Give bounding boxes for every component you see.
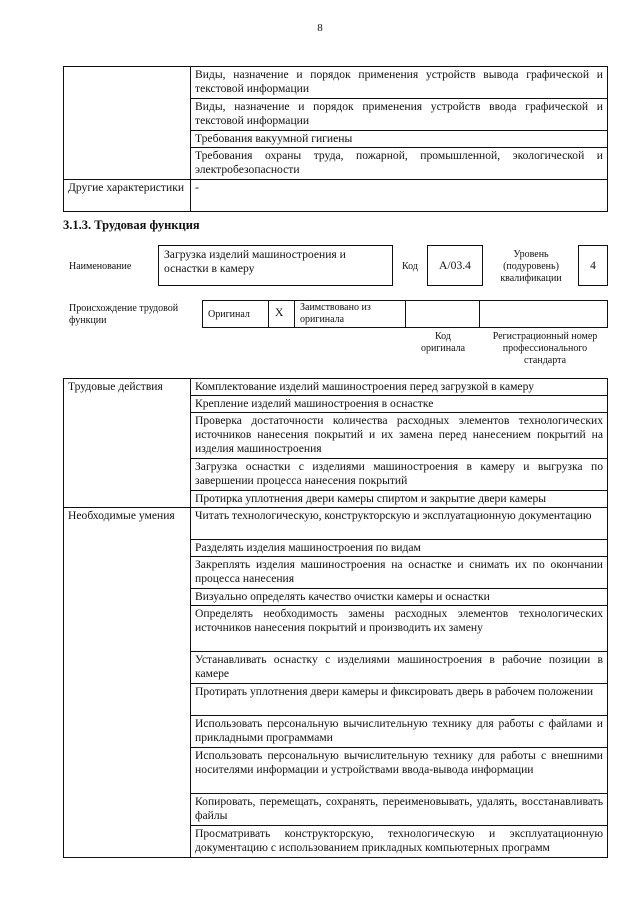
borrowed-label: Заимствовано из оригинала — [300, 302, 371, 325]
divider — [479, 300, 480, 328]
name-value: Загрузка изделий машиностроения и оснастки в камеру — [164, 248, 346, 275]
code-box — [427, 245, 483, 286]
level-label: Уровень (подуровень) квалификации — [500, 249, 562, 284]
table-row — [64, 180, 608, 212]
name-box — [158, 245, 393, 286]
skill: Просматривать конструкторскую, технологическую и эксплуатационную документацию с использованием прикладных компьютерных программ — [191, 826, 608, 858]
labor-action: Протирка уплотнения двери камеры спиртом и закрытие двери камеры — [191, 491, 608, 508]
skill: Устанавливать оснастку с изделиями машиностроения в рабочие позиции в камере — [191, 652, 608, 684]
skills-label: Необходимые умения — [64, 508, 191, 858]
section-heading: 3.1.3. Трудовая функция — [63, 218, 200, 232]
row-text: - — [191, 180, 608, 212]
row-label — [64, 67, 191, 180]
skill: Использовать персональную вычислительную технику для работы с внешними носителями информации и устройствами ввода-вывода информации — [191, 748, 608, 794]
level-value: 4 — [590, 259, 596, 272]
labor-action: Загрузка оснастки с изделиями машиностроения в камеру и выгрузка по завершении процесса нанесения покрытий — [191, 459, 608, 491]
table-row — [64, 67, 608, 99]
knowledge-table — [63, 66, 608, 212]
labor-function-table — [63, 378, 608, 858]
level-box — [578, 245, 608, 286]
table-row — [64, 379, 608, 396]
skill: Читать технологическую, конструкторскую и эксплуатационную документацию — [191, 508, 608, 540]
row-text: Виды, назначение и порядок применения устройств ввода графической и текстовой информации — [191, 99, 608, 131]
page-number: 8 — [317, 22, 323, 34]
row-label: Другие характеристики — [64, 180, 191, 212]
divider — [405, 300, 406, 328]
code-value: A/03.4 — [439, 259, 471, 272]
labor-actions-label: Трудовые действия — [64, 379, 191, 508]
original-label: Оригинал — [208, 309, 250, 320]
origin-label: Происхождение трудовой функции — [69, 303, 179, 326]
divider — [294, 300, 295, 328]
skill: Использовать персональную вычислительную технику для работы с файлами и прикладными программами — [191, 716, 608, 748]
table-row — [64, 508, 608, 540]
row-text: Требования охраны труда, пожарной, промышленной, экологической и электробезопасности — [191, 148, 608, 180]
skill: Протирать уплотнения двери камеры и фиксировать дверь в рабочем положении — [191, 684, 608, 716]
skill: Разделять изделия машиностроения по видам — [191, 540, 608, 557]
row-text: Требования вакуумной гигиены — [191, 131, 608, 148]
skill: Закреплять изделия машиностроения на оснастке и снимать их по окончании процесса нанесения — [191, 557, 608, 589]
skill: Копировать, перемещать, сохранять, переименовывать, удалять, восстанавливать файлы — [191, 794, 608, 826]
row-text: Виды, назначение и порядок применения устройств вывода графической и текстовой информации — [191, 67, 608, 99]
labor-action: Крепление изделий машиностроения в оснастке — [191, 396, 608, 413]
labor-action: Комплектование изделий машиностроения перед загрузкой в камеру — [191, 379, 608, 396]
code-label: Код — [402, 261, 418, 272]
code-original-label: Код оригинала — [420, 331, 466, 354]
reg-number-label: Регистрационный номер профессионального стандарта — [492, 331, 598, 366]
name-label: Наименование — [69, 261, 132, 272]
skill: Визуально определять качество очистки камеры и оснастки — [191, 589, 608, 606]
skill: Определять необходимость замены расходных элементов технологических источников нанесения покрытий и производить их замену — [191, 606, 608, 652]
labor-action: Проверка достаточности количества расходных элементов технологических источников нанесения покрытий и их замена перед нанесением покрытий на изделия машиностроения — [191, 413, 608, 459]
divider — [268, 300, 269, 328]
original-mark: X — [275, 306, 284, 319]
